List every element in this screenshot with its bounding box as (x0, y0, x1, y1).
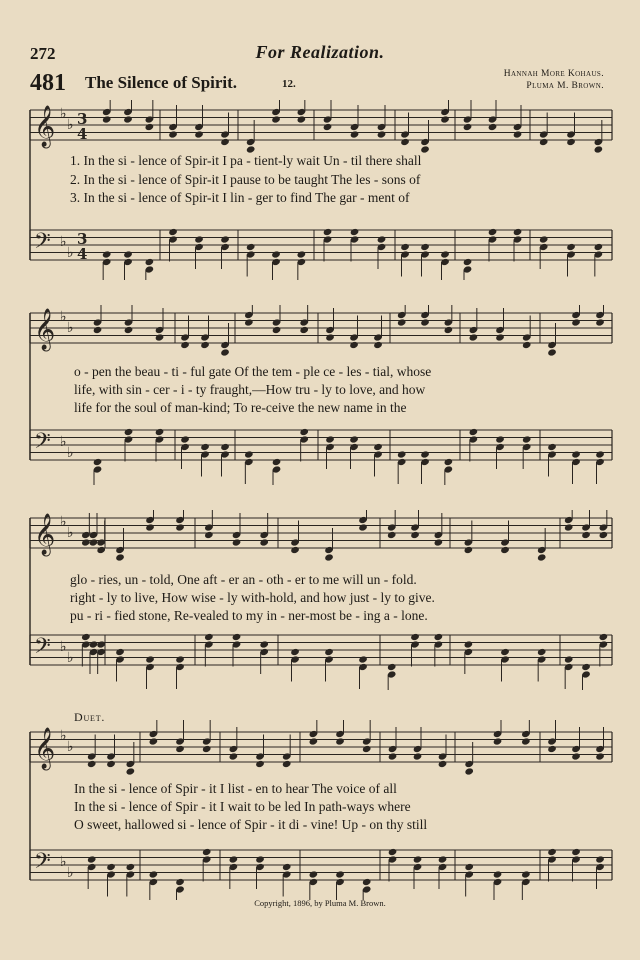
flat-icon: ♭ (67, 245, 74, 261)
note-head (168, 228, 178, 236)
note-head (434, 633, 444, 641)
note-head (102, 250, 112, 258)
note-head (232, 538, 242, 546)
note-head (175, 523, 185, 531)
note-head (255, 855, 265, 863)
note-head (420, 450, 430, 458)
flat-icon: ♭ (67, 525, 74, 541)
note-head (388, 848, 398, 856)
note-head (440, 115, 450, 123)
treble-clef-icon: 𝄞 (34, 106, 56, 147)
note-head (87, 760, 97, 768)
note-head (204, 633, 214, 641)
hymn-title: The Silence of Spirit. (85, 73, 238, 92)
note-head (522, 341, 532, 349)
note-head (571, 450, 581, 458)
lyric-line: right - ly to live, How wise - ly with-hold, and how just - ly to give. (70, 590, 435, 605)
flat-icon: ♭ (60, 514, 67, 530)
note-head (155, 333, 165, 341)
note-head (272, 326, 282, 334)
note-head (175, 878, 185, 886)
note-head (123, 115, 133, 123)
note-head (232, 633, 242, 641)
note-head (145, 258, 155, 266)
note-head (123, 250, 133, 258)
note-head (493, 870, 503, 878)
time-signature-top: 3 (77, 110, 88, 128)
note-head (410, 531, 420, 539)
note-head (463, 123, 473, 131)
lyric-line: life for the soul of man-kind; To re-ceive the new name in the (74, 400, 407, 415)
note-head (469, 333, 479, 341)
meter-mark: 12. (282, 78, 296, 90)
copyright-notice: Copyright, 1896, by Pluma M. Brown. (254, 898, 386, 908)
duet-label: Duet. (74, 710, 106, 724)
note-head (349, 341, 359, 349)
note-head (547, 745, 557, 753)
note-head (81, 538, 91, 546)
note-head (594, 145, 604, 153)
note-head (290, 648, 300, 656)
note-head (444, 326, 454, 334)
note-head (220, 235, 230, 243)
flat-icon: ♭ (67, 320, 74, 336)
note-head (464, 546, 474, 554)
treble-clef-icon: 𝄞 (34, 309, 56, 350)
note-head (358, 655, 368, 663)
note-head (124, 326, 134, 334)
note-head (539, 138, 549, 146)
page-number: 272 (30, 44, 56, 63)
note-head (387, 531, 397, 539)
note-head (297, 250, 307, 258)
note-head (115, 553, 125, 561)
note-head (271, 115, 281, 123)
bass-staff (30, 228, 612, 280)
note-head (464, 767, 474, 775)
note-head (220, 348, 230, 356)
note-head (202, 745, 212, 753)
bass-clef-icon: 𝄢 (34, 429, 51, 459)
note-head (488, 123, 498, 131)
note-head (547, 848, 557, 856)
lyric-line: pu - ri - fied stone, Re-vealed to my in - ner-most be - ing a - lone. (70, 608, 428, 623)
flat-icon: ♭ (60, 728, 67, 744)
note-head (204, 531, 214, 539)
note-head (463, 258, 473, 266)
note-head (571, 752, 581, 760)
note-head (373, 443, 383, 451)
note-head (362, 745, 372, 753)
note-head (325, 435, 335, 443)
note-head (500, 546, 510, 554)
note-head (155, 428, 165, 436)
note-head (599, 531, 609, 539)
note-head (444, 458, 454, 466)
note-head (244, 450, 254, 458)
treble-staff (30, 510, 612, 562)
hymn-number: 481 (30, 70, 66, 96)
treble-staff (30, 305, 612, 357)
note-head (106, 760, 116, 768)
note-head (309, 870, 319, 878)
note-head (420, 145, 430, 153)
note-head (175, 745, 185, 753)
note-head (537, 648, 547, 656)
note-head (89, 640, 99, 648)
note-head (335, 737, 345, 745)
lyric-line: life, with sin - cer - i - ty fraught,—How tru - ly to love, and how (74, 382, 426, 397)
note-head (259, 640, 269, 648)
treble-clef-icon: 𝄞 (34, 728, 56, 769)
note-head (149, 870, 159, 878)
note-head (571, 318, 581, 326)
note-head (440, 250, 450, 258)
note-head (362, 878, 372, 886)
flat-icon: ♭ (60, 639, 67, 655)
hymn-credits (504, 68, 604, 92)
note-head (420, 243, 430, 251)
note-head (124, 428, 134, 436)
note-head (246, 243, 256, 251)
note-head (102, 115, 112, 123)
note-head (194, 235, 204, 243)
note-head (410, 633, 420, 641)
note-head (282, 760, 292, 768)
note-head (500, 648, 510, 656)
note-head (323, 228, 333, 236)
note-head (325, 333, 335, 341)
note-head (335, 870, 345, 878)
lyric-line: 1. In the si - lence of Spir-it I pa - tient-ly wait Un - til there shall (70, 153, 422, 168)
lyric-line: o - pen the beau - ti - ful gate Of the tem - ple ce - les - tial, whose (74, 364, 432, 379)
note-head (220, 138, 230, 146)
note-head (297, 115, 307, 123)
note-head (469, 428, 479, 436)
treble-clef-icon: 𝄞 (34, 514, 56, 555)
note-head (126, 767, 136, 775)
note-head (495, 435, 505, 443)
bass-clef-icon: 𝄢 (34, 849, 51, 879)
note-head (299, 326, 309, 334)
note-head (324, 553, 334, 561)
note-head (581, 663, 591, 671)
note-head (202, 848, 212, 856)
lyric-line: O sweet, hallowed si - lence of Spir - it di - vine! Up - on thy still (74, 817, 428, 832)
note-head (272, 458, 282, 466)
treble-staff (30, 720, 612, 776)
flat-icon: ♭ (67, 739, 74, 755)
note-head (175, 655, 185, 663)
note-head (413, 855, 423, 863)
flat-icon: ♭ (60, 234, 67, 250)
note-head (564, 655, 574, 663)
note-head (81, 633, 91, 641)
bass-clef-icon: 𝄢 (34, 634, 51, 664)
note-head (464, 863, 474, 871)
note-head (595, 855, 605, 863)
running-title: For Realization. (255, 42, 385, 62)
note-head (200, 341, 210, 349)
flat-icon: ♭ (67, 650, 74, 666)
note-head (413, 752, 423, 760)
flat-icon: ♭ (60, 309, 67, 325)
note-head (438, 855, 448, 863)
note-head (547, 348, 557, 356)
flat-icon: ♭ (60, 106, 67, 122)
composer-credit: Pluma M. Brown. (526, 81, 604, 91)
note-head (388, 752, 398, 760)
note-head (106, 863, 116, 871)
note-head (595, 450, 605, 458)
note-head (149, 737, 159, 745)
note-head (495, 333, 505, 341)
note-head (350, 130, 360, 138)
note-head (324, 648, 334, 656)
note-head (194, 130, 204, 138)
treble-staff (30, 100, 612, 154)
note-head (259, 538, 269, 546)
note-head (373, 341, 383, 349)
flat-icon: ♭ (60, 854, 67, 870)
note-head (168, 130, 178, 138)
note-head (513, 130, 523, 138)
note-head (349, 435, 359, 443)
note-head (309, 737, 319, 745)
note-head (434, 538, 444, 546)
note-head (244, 318, 254, 326)
note-head (595, 752, 605, 760)
note-head (464, 640, 474, 648)
time-signature-top: 3 (77, 230, 88, 248)
note-head (145, 523, 155, 531)
note-head (350, 228, 360, 236)
author-credit: Hannah More Kohaus. (503, 69, 604, 79)
lyric-line: 3. In the si - lence of Spir-it I lin - ger to find The gar - ment of (70, 190, 410, 205)
note-head (115, 648, 125, 656)
bass-staff (30, 428, 612, 485)
note-head (271, 250, 281, 258)
note-head (358, 523, 368, 531)
lyric-line: glo - ries, un - told, One aft - er an - oth - er to me will un - fold. (70, 572, 417, 587)
note-head (200, 443, 210, 451)
note-head (488, 228, 498, 236)
note-head (420, 318, 430, 326)
note-head (521, 737, 531, 745)
note-head (566, 243, 576, 251)
note-head (229, 752, 239, 760)
note-head (180, 341, 190, 349)
note-head (438, 760, 448, 768)
note-head (566, 138, 576, 146)
note-head (594, 243, 604, 251)
flat-icon: ♭ (67, 865, 74, 881)
note-head (397, 318, 407, 326)
note-head (220, 443, 230, 451)
note-head (299, 428, 309, 436)
time-signature-bottom: 4 (77, 125, 88, 143)
flat-icon: ♭ (67, 445, 74, 461)
note-head (377, 235, 387, 243)
time-signature-bottom: 4 (77, 245, 88, 263)
note-head (513, 228, 523, 236)
note-head (537, 553, 547, 561)
note-head (547, 443, 557, 451)
flat-icon: ♭ (67, 117, 74, 133)
bass-staff (30, 848, 612, 900)
note-head (89, 538, 99, 546)
note-head (564, 523, 574, 531)
note-head (387, 663, 397, 671)
note-head (571, 848, 581, 856)
note-head (521, 870, 531, 878)
note-head (539, 235, 549, 243)
note-head (581, 531, 591, 539)
note-head (145, 123, 155, 131)
note-head (400, 243, 410, 251)
lyric-line: 2. In the si - lence of Spir-it I pause to be taught The les - sons of (70, 172, 421, 187)
note-head (282, 863, 292, 871)
note-head (400, 138, 410, 146)
flat-icon: ♭ (60, 434, 67, 450)
note-head (397, 450, 407, 458)
note-head (323, 123, 333, 131)
note-head (522, 435, 532, 443)
note-head (595, 318, 605, 326)
note-head (145, 655, 155, 663)
note-head (255, 760, 265, 768)
note-head (229, 855, 239, 863)
note-head (493, 737, 503, 745)
note-head (93, 326, 103, 334)
bass-staff (30, 633, 612, 690)
note-head (93, 458, 103, 466)
bass-clef-icon: 𝄢 (34, 229, 51, 259)
note-head (126, 863, 136, 871)
note-head (290, 546, 300, 554)
lyric-line: In the si - lence of Spir - it I list - en to hear The voice of all (74, 781, 397, 796)
note-head (599, 633, 609, 641)
note-head (87, 855, 97, 863)
note-head (377, 130, 387, 138)
lyric-line: In the si - lence of Spir - it I wait to be led In path-ways where (74, 799, 411, 814)
note-head (180, 435, 190, 443)
